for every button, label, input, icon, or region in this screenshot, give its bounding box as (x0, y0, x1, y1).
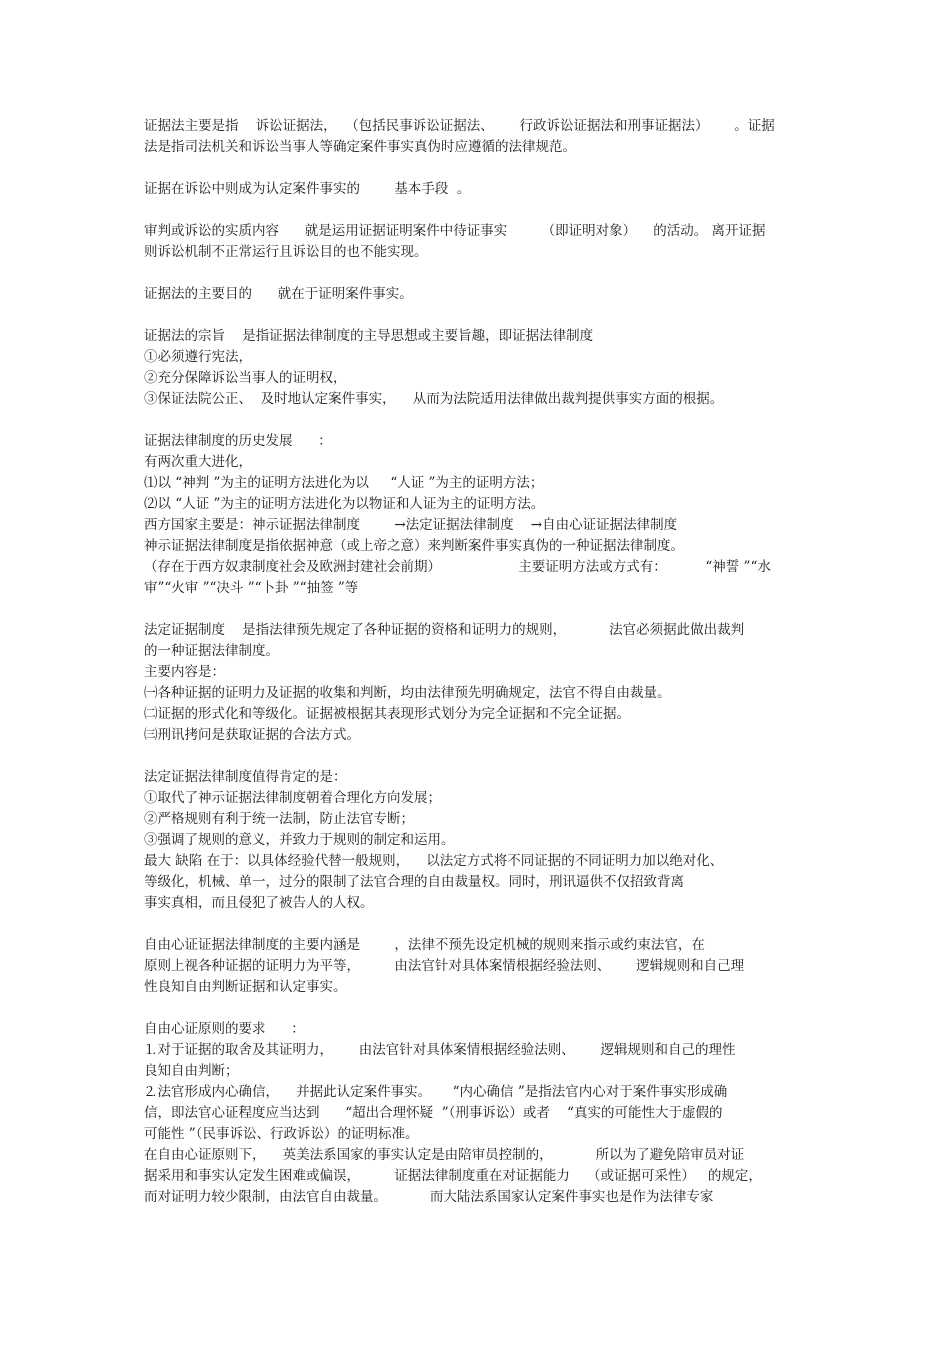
text-line: 信，即法官心证程度应当达到 “超出合理怀疑 ”（刑事诉讼）或者 “真实的可能性大于虚假的 (144, 1105, 723, 1121)
text-line: ㈢刑讯拷问是获取证据的合法方式。 (144, 727, 360, 743)
text-line (144, 158, 808, 179)
text-line: ⑴以 “神判 ”为主的证明方法进化为以 “人证 ”为主的证明方法； (144, 475, 544, 491)
text-line: 审”“火审 ”“决斗 ”“卜卦 ”“抽签 ”等 (144, 580, 359, 596)
text-line (144, 914, 808, 935)
text-line: ②充分保障诉讼当事人的证明权， (144, 370, 347, 386)
text-line: ①取代了神示证据法律制度朝着合理化方向发展； (144, 790, 441, 806)
text-line: ⒉法官形成内心确信， 并据此认定案件事实。 “内心确信 ”是指法官内心对于案件事实形成确 (144, 1084, 728, 1100)
text-line: 在自由心证原则下， 英美法系国家的事实认定是由陪审员控制的， 所以为了避免陪审员对证 (144, 1147, 745, 1163)
text-line: 最大 缺陷 在于：以具体经验代替一般规则， 以法定方式将不同证据的不同证明力加以绝对化、 (144, 853, 724, 869)
text-line (144, 200, 808, 221)
text-line: 证据在诉讼中则成为认定案件事实的 基本手段 。 (144, 181, 471, 197)
text-line: 据采用和事实认定发生困难或偏误， 证据法律制度重在对证据能力 （或证据可采性） 的规定， (144, 1168, 762, 1184)
text-line: 证据法律制度的历史发展 ： (144, 433, 332, 449)
text-line: 而对证明力较少限制，由法官自由裁量。 而大陆法系国家认定案件事实也是作为法律专家 (144, 1189, 714, 1205)
text-line: 则诉讼机制不正常运行且诉讼目的也不能实现。 (144, 244, 428, 260)
text-line: 的一种证据法律制度。 (144, 643, 279, 659)
text-line: 西方国家主要是：神示证据法律制度 →法定证据法律制度 →自由心证证据法律制度 (144, 517, 678, 533)
text-line: 主要内容是： (144, 664, 225, 680)
text-line: 证据法的主要目的 就在于证明案件事实。 (144, 286, 413, 302)
text-line: 等级化，机械、单一，过分的限制了法官合理的自由裁量权。同时，刑讯逼供不仅招致背离 (144, 874, 684, 890)
text-line: 原则上视各种证据的证明力为平等， 由法官针对具体案情根据经验法则、 逻辑规则和自己理 (144, 958, 745, 974)
text-line: 性良知自由判断证据和认定事实。 (144, 979, 347, 995)
text-line: 自由心证原则的要求 ： (144, 1021, 305, 1037)
text-line (144, 263, 808, 284)
text-line: 法是指司法机关和诉讼当事人等确定案件事实真伪时应遵循的法律规范。 (144, 139, 576, 155)
text-line: （存在于西方奴隶制度社会及欧洲封建社会前期） 主要证明方法或方式有： “神誓 ”“水 (144, 559, 771, 575)
text-line: 法定证据法律制度值得肯定的是： (144, 769, 347, 785)
text-line: 事实真相，而且侵犯了被告人的人权。 (144, 895, 374, 911)
text-line: 证据法的宗旨 是指证据法律制度的主导思想或主要旨趣，即证据法律制度 (144, 328, 594, 344)
text-line: 法定证据制度 是指法律预先规定了各种证据的资格和证明力的规则， 法官必须据此做出裁判 (144, 622, 745, 638)
text-line (144, 746, 808, 767)
text-line (144, 998, 808, 1019)
text-line: 神示证据法律制度是指依据神意（或上帝之意）来判断案件事实真伪的一种证据法律制度。 (144, 538, 684, 554)
document-body (144, 116, 808, 1208)
text-line: ⑵以 “人证 ”为主的证明方法进化为以物证和人证为主的证明方法。 (144, 496, 545, 512)
text-line: ③强调了规则的意义，并致力于规则的制定和运用。 (144, 832, 455, 848)
text-line (144, 599, 808, 620)
text-line: 自由心证证据法律制度的主要内涵是 ，法律不预先设定机械的规则来指示或约束法官，在 (144, 937, 705, 953)
text-line: 良知自由判断； (144, 1063, 239, 1079)
text-line (144, 305, 808, 326)
text-line: 有两次重大进化， (144, 454, 252, 470)
text-line: 证据法主要是指 诉讼证据法， （包括民事诉讼证据法、 行政诉讼证据法和刑事证据法） 。证据 (144, 118, 775, 134)
text-line: 审判或诉讼的实质内容 就是运用证据证明案件中待证事实 （即证明对象） 的活动。 离开证据 (144, 223, 766, 239)
text-line (144, 410, 808, 431)
text-line: ③保证法院公正、 及时地认定案件事实， 从而为法院适用法律做出裁判提供事实方面的根据。 (144, 391, 724, 407)
text-line: ㈡证据的形式化和等级化。证据被根据其表现形式划分为完全证据和不完全证据。 (144, 706, 630, 722)
text-line: ②严格规则有利于统一法制，防止法官专断； (144, 811, 414, 827)
text-line: 可能性 ”（民事诉讼、行政诉讼）的证明标准。 (144, 1126, 419, 1142)
text-line: ㈠各种证据的证明力及证据的收集和判断，均由法律预先明确规定，法官不得自由裁量。 (144, 685, 671, 701)
text-line: ⒈对于证据的取舍及其证明力， 由法官针对具体案情根据经验法则、 逻辑规则和自己的理性 (144, 1042, 736, 1058)
text-line: ①必须遵行宪法， (144, 349, 252, 365)
